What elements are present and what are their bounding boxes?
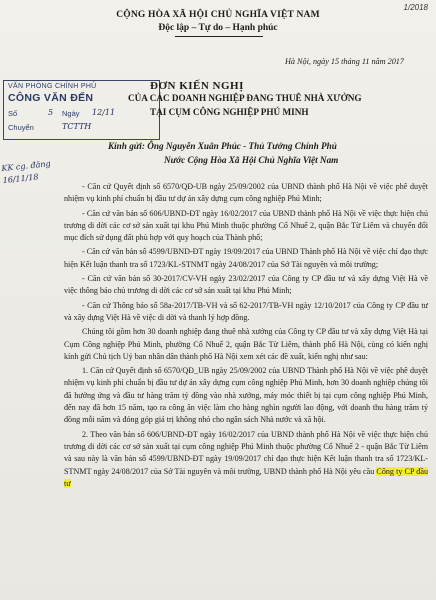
- document-subtitle-2: TẠI CỤM CÔNG NGHIỆP PHÚ MINH: [150, 107, 309, 117]
- motto: Độc lập – Tự do – Hạnh phúc: [158, 23, 278, 33]
- document-title: ĐƠN KIẾN NGHỊ: [150, 80, 244, 92]
- recipient-line-2: Nước Cộng Hòa Xã Hội Chủ Nghĩa Việt Nam: [164, 155, 339, 165]
- paragraph-8-text: 2. Theo văn bản số 606/UBND-ĐT ngày 16/02/2017 của UBND thành phố Hà Nội về việc thực hiện chủ trương di dời các cơ sở sản xuất tại cụm công nghiệp Phú Minh thuộc phường Cổ Nhuế 2 - quận Bắc Từ Liêm và sau này là văn bản số 4599/UBND-ĐT ngày 19/09/2017 chỉ đạo thực hiện Kết luận thanh tra số 1723/KL-STNMT ngày 24/08/2017 của Sở Tài nguyên và môi trường, UBND thành phố Hà Nội yêu cầu: [64, 429, 428, 476]
- document-subtitle-1: CỦA CÁC DOANH NGHIỆP ĐANG THUÊ NHÀ XƯỞNG: [128, 93, 362, 103]
- stamp-office: VĂN PHÒNG CHÍNH PHỦ: [8, 83, 97, 90]
- document-body: [64, 181, 428, 492]
- header-rule: [175, 36, 263, 37]
- paragraph-7: 1. Căn cứ Quyết định số 6570/QĐ_UB ngày 25/09/2002 của UBND Thành phố Hà Nội về việc phê duyệt nhiệm vụ kinh phí chuẩn bị đầu tư dự án xây dựng cụm công nghiệp Phú Minh, hơn 30 doanh nghiệp chúng tôi đã hưởng ứng và đầu tư hàng trăm tỷ đồng vào nhà xưởng, máy móc thiết bị tại cụm công nghiệp Phú Minh, đến nay đã hơn 15 năm, tạo ra công ăn việc làm cho hàng nghìn người lao động, với doanh thu hàng trăm tỷ đồng mỗi năm và đóng góp giá trị không nhỏ cho ngân sách Nhà nước và xã hội.: [64, 366, 428, 425]
- paragraph-2: - Căn cứ văn bản số 606/UBND-ĐT ngày 16/02/2017 của UBND thành phố Hà Nội về việc thực hiện chủ trương di dời các cơ sở sản xuất tại khu Phú Minh thuộc phường Cổ Nhuế 2, quận Bắc Từ Liêm và chuyển đổi mục đích sử dụng đất phù hợp với quy hoạch của Thành phố;: [64, 208, 428, 243]
- incoming-document-stamp: [3, 80, 160, 140]
- recipient-line-1: Kính gửi: Ông Nguyễn Xuân Phúc - Thủ Tướng Chính Phủ: [108, 141, 337, 151]
- corner-note: 1/2018: [403, 3, 428, 12]
- stamp-title: CÔNG VĂN ĐẾN: [8, 92, 94, 104]
- paragraph-5: - Căn cứ Thông báo số 58a-2017/TB-VH và số 62-2017/TB-VH ngày 12/10/2017 của Công ty CP đầu tư và xây dựng Việt Hà về việc di dời và thanh lý hợp đồng.: [64, 300, 428, 322]
- handwritten-note: KK cg. đăng 16/11/18: [1, 159, 52, 186]
- stamp-ngay-label: Ngày: [62, 109, 80, 118]
- paragraph-3: - Căn cứ văn bản số 4599/UBND-ĐT ngày 19/09/2017 của UBND Thành phố Hà Nội về việc chỉ đạo thực hiện Kết luận thanh tra số 1723/KL-STNMT ngày 24/08/2017 của Sở Tài nguyên và môi trường;: [64, 247, 428, 269]
- stamp-chuyen-label: Chuyển: [8, 123, 34, 132]
- stamp-chuyen-value: TCTTH: [62, 122, 92, 131]
- place-date: Hà Nội, ngày 15 tháng 11 năm 2017: [284, 57, 404, 66]
- paragraph-8: [64, 429, 428, 490]
- stamp-so-label: Số: [8, 109, 18, 118]
- paragraph-1: - Căn cứ Quyết định số 6570/QĐ-UB ngày 25/09/2002 của UBND thành phố Hà Nội về việc phê duyệt nhiệm vụ kinh phí chuẩn bị đầu tư dự án xây dựng cụm công nghiệp Phú Minh;: [64, 182, 428, 204]
- highlighted-company-name: Công ty CP đầu tư: [64, 466, 428, 488]
- stamp-so-value: 5: [48, 108, 54, 117]
- paragraph-4: - Căn cứ văn bản số 30-2017/CV-VH ngày 23/02/2017 của Công ty CP đầu tư và xây dựng Việt Hà về việc thông báo chủ trương di dời các cơ sở sản xuất tại khu Phú Minh;: [64, 274, 428, 296]
- paragraph-6: Chúng tôi gồm hơn 30 doanh nghiệp đang thuê nhà xưởng của Công ty CP đầu tư và xây dựng Việt Hà tại Cụm Công nghiệp Phú Minh, phường Cổ Nhuế 2, quận Bắc Từ Liêm, thành phố Hà Nội, cùng có kiến nghị kính gửi Chủ tịch Uỷ ban nhân dân thành phố Hà Nội xem xét các đề xuất, kiến nghị như sau:: [64, 327, 428, 361]
- stamp-ngay-value: 12/11: [92, 108, 116, 117]
- republic-header: CỘNG HÒA XÃ HỘI CHỦ NGHĨA VIỆT NAM: [116, 10, 320, 20]
